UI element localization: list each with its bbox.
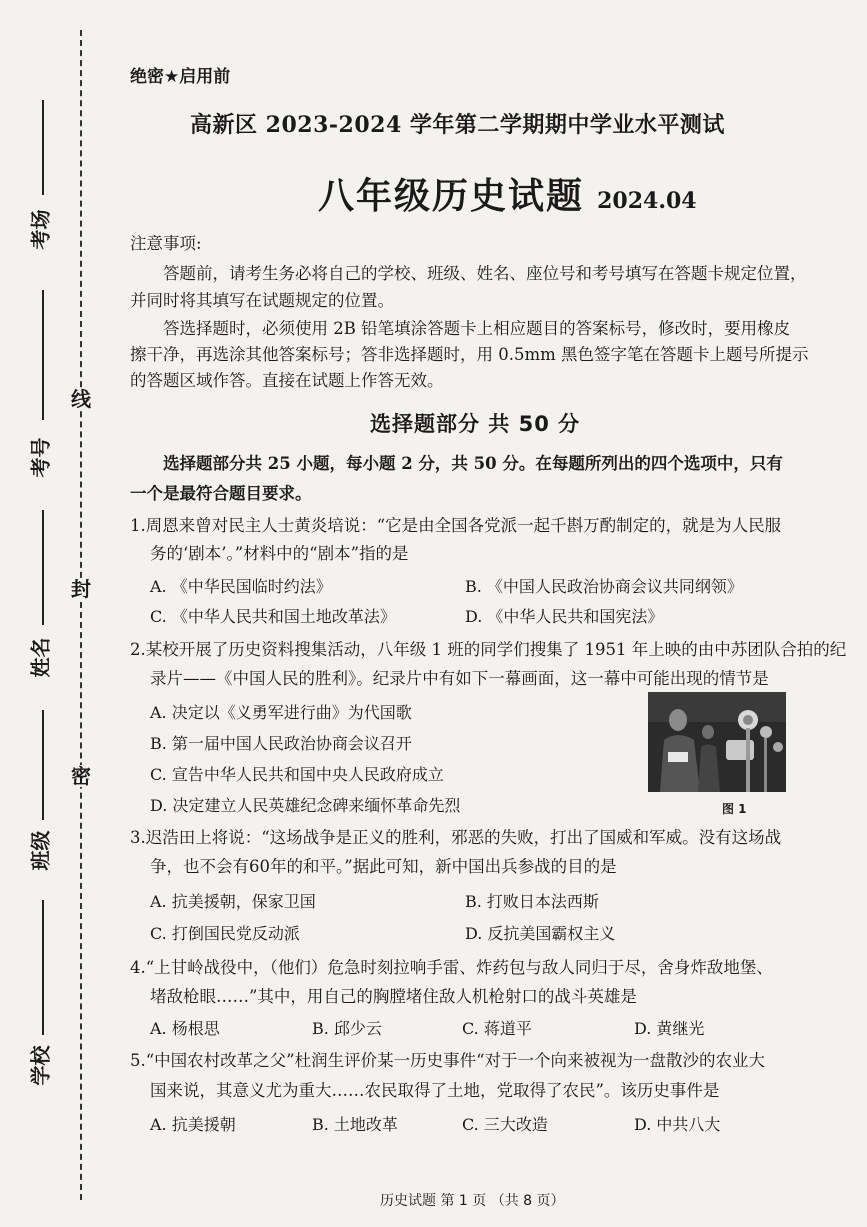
q4-option-d[interactable]: D. 黄继光 xyxy=(634,1019,705,1038)
field-label-exam-room: 考场 xyxy=(28,209,53,250)
field-label-name: 姓名 xyxy=(28,637,53,678)
q3-option-a[interactable]: A. 抗美援朝，保家卫国 xyxy=(150,892,316,911)
field-label-exam-number: 考号 xyxy=(28,437,53,478)
figure-1-photo xyxy=(648,692,786,792)
q2-option-c[interactable]: C. 宣告中华人民共和国中央人民政府成立 xyxy=(150,765,444,784)
q4-option-b[interactable]: B. 邱少云 xyxy=(312,1019,382,1038)
q1-stem-1: 1.周恩来曾对民主人士黄炎培说：“它是由全国各党派一起千斟万酌制定的，就是为人民服 xyxy=(130,516,782,535)
q2-stem-2: 录片——《中国人民的胜利》。纪录片中有如下一幕画面，这一幕中可能出现的情节是 xyxy=(150,669,769,688)
field-label-school: 学校 xyxy=(28,1045,53,1086)
q3-stem-2: 争，也不会有60年的和平。”据此可知，新中国出兵参战的目的是 xyxy=(150,857,617,876)
q1-stem-2: 务的‘剧本’。”材料中的“剧本”指的是 xyxy=(150,544,409,563)
field-line-school[interactable] xyxy=(42,900,44,1035)
q4-option-c[interactable]: C. 蒋道平 xyxy=(462,1019,532,1038)
seal-char-seal: 封 xyxy=(71,577,91,601)
q5-option-d[interactable]: D. 中共八大 xyxy=(634,1115,721,1134)
q3-option-b[interactable]: B. 打败日本法西斯 xyxy=(465,892,599,911)
q1-option-b[interactable]: B. 《中国人民政治协商会议共同纲领》 xyxy=(465,577,743,596)
title-row xyxy=(318,168,697,219)
q3-option-c[interactable]: C. 打倒国民党反动派 xyxy=(150,924,300,943)
notice-line-2: 并同时将其填写在试题规定的位置。 xyxy=(130,291,394,310)
figure-1-caption: 图 1 xyxy=(722,802,747,816)
q4-stem-1: 4.“上甘岭战役中，（他们）危急时刻拉响手雷、炸药包与敌人同归于尽，舍身炸敌地堡、 xyxy=(130,958,773,977)
notice-line-4: 擦干净，再选涂其他答案标号；答非选择题时，用 0.5mm 黑色签字笔在答题卡上题号所提示 xyxy=(130,345,809,364)
q2-stem-1: 2.某校开展了历史资料搜集活动，八年级 1 班的同学们搜集了 1951 年上映的由中苏团队合拍的纪 xyxy=(130,640,847,659)
seal-char-line: 线 xyxy=(71,387,91,411)
q2-option-d[interactable]: D. 决定建立人民英雄纪念碑来缅怀革命先烈 xyxy=(150,796,461,815)
section-title: 选择题部分 共 50 分 xyxy=(370,412,581,436)
field-line-class[interactable] xyxy=(42,710,44,820)
q5-option-a[interactable]: A. 抗美援朝 xyxy=(150,1115,236,1134)
q1-option-c[interactable]: C. 《中华人民共和国土地改革法》 xyxy=(150,607,396,626)
notice-line-5: 的答题区域作答。直接在试题上作答无效。 xyxy=(130,371,444,390)
seal-char-secret: 密 xyxy=(71,764,91,788)
q2-option-a[interactable]: A. 决定以《义勇军进行曲》为代国歌 xyxy=(150,703,412,722)
binding-dashed-line xyxy=(80,30,82,1200)
notice-line-1: 答题前，请考生务必将自己的学校、班级、姓名、座位号和考号填写在答题卡规定位置， xyxy=(163,264,807,283)
q3-stem-1: 3.迟浩田上将说：“这场战争是正义的胜利，邪恶的失败，打出了国威和军威。没有这场战 xyxy=(130,828,782,847)
q2-option-b[interactable]: B. 第一届中国人民政治协商会议召开 xyxy=(150,734,412,753)
notice-line-3: 答选择题时，必须使用 2B 铅笔填涂答题卡上相应题目的答案标号，修改时，要用橡皮 xyxy=(163,319,791,338)
q4-option-a[interactable]: A. 杨根思 xyxy=(150,1019,220,1038)
section-intro-1: 选择题部分共 25 小题，每小题 2 分，共 50 分。在每题所列出的四个选项中，只有 xyxy=(163,454,783,473)
q1-option-a[interactable]: A. 《中华民国临时约法》 xyxy=(150,577,332,596)
field-line-exam-room[interactable] xyxy=(42,100,44,195)
q5-option-c[interactable]: C. 三大改造 xyxy=(462,1115,548,1134)
section-intro-2: 一个是最符合题目要求。 xyxy=(130,484,312,503)
q5-stem-1: 5.“中国农村改革之父”杜润生评价某一历史事件“对于一个向来被视为一盘散沙的农业大 xyxy=(130,1051,766,1070)
exam-date: 2024.04 xyxy=(597,188,697,214)
exam-subtitle: 高新区 2023-2024 学年第二学期期中学业水平测试 xyxy=(190,112,725,138)
q1-option-d[interactable]: D. 《中华人民共和国宪法》 xyxy=(465,607,664,626)
field-line-exam-number[interactable] xyxy=(42,290,44,420)
exam-title: 八年级历史试题 xyxy=(318,176,585,217)
field-line-name[interactable] xyxy=(42,510,44,625)
q3-option-d[interactable]: D. 反抗美国霸权主义 xyxy=(465,924,616,943)
notice-heading: 注意事项: xyxy=(130,234,202,253)
page-footer: 历史试题 第 1 页 （共 8 页） xyxy=(380,1193,565,1209)
field-label-class: 班级 xyxy=(28,830,53,871)
secret-mark: 绝密★启用前 xyxy=(130,67,231,87)
q4-stem-2: 堵敌枪眼……”其中，用自己的胸膛堵住敌人机枪射口的战斗英雄是 xyxy=(150,987,637,1006)
q5-option-b[interactable]: B. 土地改革 xyxy=(312,1115,398,1134)
q5-stem-2: 国来说，其意义尤为重大……农民取得了土地，党取得了农民”。该历史事件是 xyxy=(150,1081,720,1100)
